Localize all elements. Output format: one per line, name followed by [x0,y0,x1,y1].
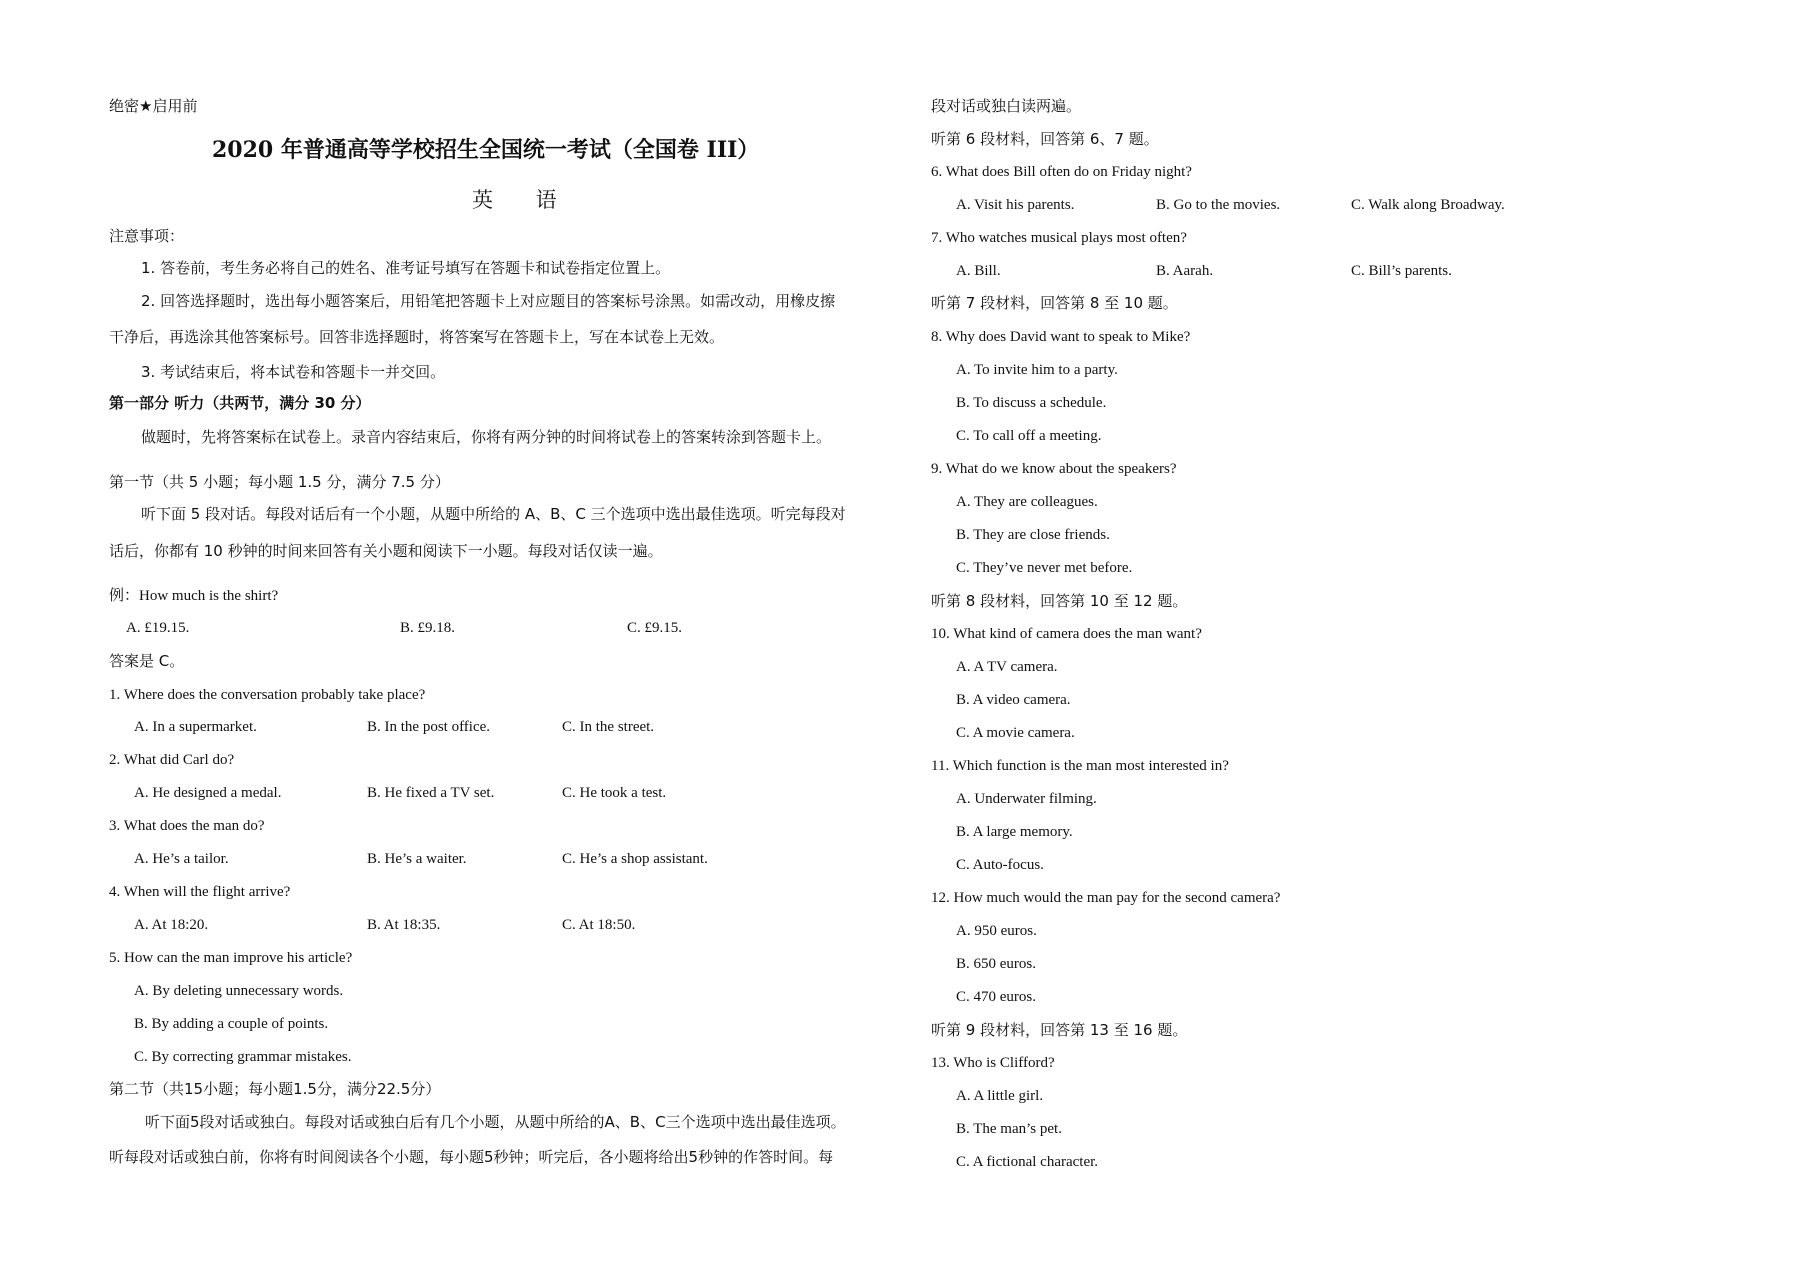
question-10: 10. What kind of camera does the man want? [931,626,1202,642]
question-11: 11. Which function is the man most interested in? [931,758,1229,774]
subject-title: 英 语 [472,188,575,212]
q7-option-c: C. Bill’s parents. [1351,263,1452,279]
sec1-intro-a: 听下面 5 段对话。每段对话后有一个小题，从题中所给的 A、B、C 三个选项中选出最佳选项。听完每段对 [141,505,846,523]
sec1-intro-b: 话后，你都有 10 秒钟的时间来回答有关小题和阅读下一小题。每段对话仅读一遍。 [109,542,663,560]
q2-option-c: C. He took a test. [562,785,667,801]
q6-option-c: C. Walk along Broadway. [1351,197,1505,213]
question-13: 13. Who is Clifford? [931,1055,1055,1071]
question-6: 6. What does Bill often do on Friday night? [931,164,1192,180]
q4-option-b: B. At 18:35. [367,917,441,933]
sec2-intro-c: 段对话或独白读两遍。 [931,97,1082,115]
q12-option-a: A. 950 euros. [956,923,1037,939]
q10-option-a: A. A TV camera. [956,659,1058,675]
example-option-c: C. £9.15. [627,620,683,636]
note-1: 1. 答卷前，考生务必将自己的姓名、准考证号填写在答题卡和试卷指定位置上。 [141,259,671,277]
q13-option-a: A. A little girl. [956,1088,1044,1104]
question-2: 2. What did Carl do? [109,752,235,768]
q8-option-a: A. To invite him to a party. [956,362,1118,378]
q9-option-a: A. They are colleagues. [956,494,1098,510]
q2-option-a: A. He designed a medal. [134,785,282,801]
q9-option-b: B. They are close friends. [956,527,1110,543]
q10-option-c: C. A movie camera. [956,725,1075,741]
q4-option-c: C. At 18:50. [562,917,636,933]
material-8: 听第 8 段材料，回答第 10 至 12 题。 [931,592,1188,610]
material-7: 听第 7 段材料，回答第 8 至 10 题。 [931,294,1178,312]
question-8: 8. Why does David want to speak to Mike? [931,329,1191,345]
q5-option-a: A. By deleting unnecessary words. [134,983,344,999]
notes-heading: 注意事项： [109,227,185,245]
question-1: 1. Where does the conversation probably take place? [109,687,426,703]
q4-option-a: A. At 18:20. [134,917,209,933]
q12-option-c: C. 470 euros. [956,989,1036,1005]
q6-option-a: A. Visit his parents. [956,197,1075,213]
q3-option-c: C. He’s a shop assistant. [562,851,708,867]
part1-heading: 第一部分 听力（共两节，满分 30 分） [109,394,371,412]
exam-title: 2020 年普通高等学校招生全国统一考试（全国卷 III） [212,137,760,163]
sec1-heading: 第一节（共 5 小题；每小题 1.5 分，满分 7.5 分） [109,473,450,491]
note-2b: 干净后，再选涂其他答案标号。回答非选择题时，将答案写在答题卡上，写在本试卷上无效。 [109,328,725,346]
example-option-a: A. £19.15. [126,620,190,636]
q7-option-a: A. Bill. [956,263,1001,279]
example-option-b: B. £9.18. [400,620,456,636]
q5-option-b: B. By adding a couple of points. [134,1016,329,1032]
question-3: 3. What does the man do? [109,818,265,834]
q3-option-a: A. He’s a tailor. [134,851,229,867]
sec2-intro-a: 听下面5段对话或独白。每段对话或独白后有几个小题，从题中所给的A、B、C三个选项中选出最佳选项。 [145,1113,846,1131]
q2-option-b: B. He fixed a TV set. [367,785,495,801]
q8-option-c: C. To call off a meeting. [956,428,1102,444]
secret-label: 绝密★启用前 [109,97,198,115]
sec2-heading: 第二节（共15小题；每小题1.5分，满分22.5分） [109,1080,441,1098]
q13-option-c: C. A fictional character. [956,1154,1099,1170]
q11-option-b: B. A large memory. [956,824,1073,840]
q6-option-b: B. Go to the movies. [1156,197,1281,213]
q10-option-b: B. A video camera. [956,692,1071,708]
q9-option-c: C. They’ve never met before. [956,560,1133,576]
example-answer: 答案是 C。 [109,652,185,670]
note-2a: 2. 回答选择题时，选出每小题答案后，用铅笔把答题卡上对应题目的答案标号涂黑。如需改动，用橡皮擦 [141,292,836,310]
question-4: 4. When will the flight arrive? [109,884,291,900]
question-5: 5. How can the man improve his article? [109,950,353,966]
q1-option-a: A. In a supermarket. [134,719,257,735]
q5-option-c: C. By correcting grammar mistakes. [134,1049,352,1065]
q1-option-b: B. In the post office. [367,719,491,735]
q12-option-b: B. 650 euros. [956,956,1036,972]
q3-option-b: B. He’s a waiter. [367,851,467,867]
material-6: 听第 6 段材料，回答第 6、7 题。 [931,130,1159,148]
note-3: 3. 考试结束后，将本试卷和答题卡一并交回。 [141,363,446,381]
q11-option-a: A. Underwater filming. [956,791,1097,807]
q11-option-c: C. Auto-focus. [956,857,1044,873]
material-9: 听第 9 段材料，回答第 13 至 16 题。 [931,1021,1188,1039]
sec2-intro-b: 听每段对话或独白前，你将有时间阅读各个小题，每小题5秒钟；听完后，各小题将给出5秒钟的作答时间。每 [109,1148,834,1166]
q7-option-b: B. Aarah. [1156,263,1214,279]
question-12: 12. How much would the man pay for the second camera? [931,890,1281,906]
q8-option-b: B. To discuss a schedule. [956,395,1107,411]
q1-option-c: C. In the street. [562,719,655,735]
example-question: 例：How much is the shirt? [109,588,279,604]
question-7: 7. Who watches musical plays most often? [931,230,1187,246]
part1-intro: 做题时，先将答案标在试卷上。录音内容结束后，你将有两分钟的时间将试卷上的答案转涂到答题卡上。 [141,428,832,446]
question-9: 9. What do we know about the speakers? [931,461,1177,477]
q13-option-b: B. The man’s pet. [956,1121,1062,1137]
